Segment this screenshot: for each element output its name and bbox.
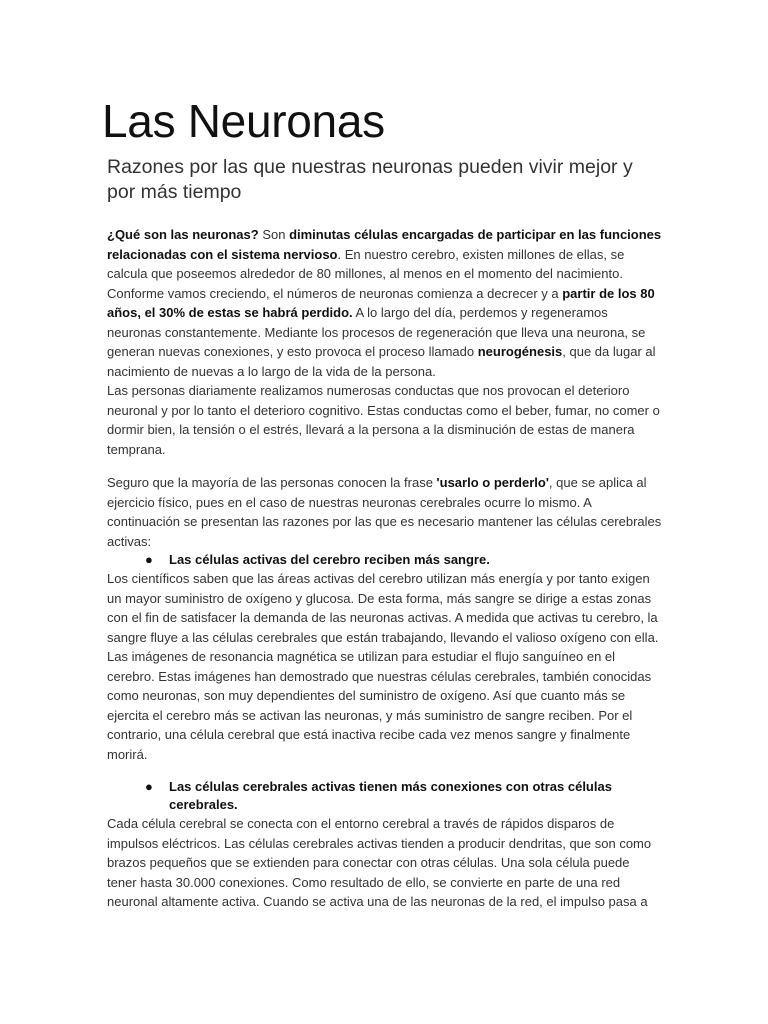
question-heading: ¿Qué son las neuronas? [107, 227, 259, 242]
text-run: Son [258, 227, 290, 242]
bold-term-neurogenesis: neurogénesis [477, 344, 563, 359]
paragraph-use-it-or-lose-it [107, 473, 662, 551]
text-run: Seguro que la mayoría de las personas conocen la frase [107, 475, 437, 490]
bullet-dot-icon: ● [145, 779, 153, 794]
document-title: Las Neuronas [102, 95, 385, 147]
text-run: , que da lugar al nacimiento de nuevas a lo largo de la vida de la persona. [107, 344, 656, 379]
document-subtitle: Razones por las que nuestras neuronas pueden vivir mejor y por más tiempo [107, 156, 633, 203]
bullet-text: Las células cerebrales activas tienen más conexiones con otras células cerebrales. [169, 779, 612, 812]
bullet-item-connections [107, 778, 662, 814]
spacer [107, 459, 662, 473]
bullet-dot-icon: ● [145, 552, 153, 567]
bold-phrase: 'usarlo o perderlo' [436, 475, 549, 490]
spacer [107, 764, 662, 778]
text-run: A lo largo del día, perdemos y regeneramos neuronas constantemente. Mediante los procesos de regeneración que lleva una neurona, se generan nuevas conexiones, y esto provoca el proceso llamado [107, 305, 646, 359]
text-run: . En nuestro cerebro, existen millones de ellas, se calcula que poseemos alrededor de 80 millones, al menos en el momento del nacimiento. Conforme vamos creciendo, el números de neuronas comienza a decrecer y a [107, 246, 625, 301]
paragraph-blood-supply: Los científicos saben que las áreas activas del cerebro utilizan más energía y por tanto exigen un mayor suministro de oxígeno y glucosa. De esta forma, más sangre se dirige a estas zonas con el fin de satisfacer la demanda de las neuronas activas. A medida que activas tu cerebro, la sangre fluye a las células cerebrales que están trabajando, llevando el valioso oxígeno con ella. Las imágenes de resonancia magnética se utilizan para estudiar el flujo sanguíneo en el cerebro. Estas imágenes han demostrado que nuestras células cerebrales, también conocidas como neuronas, son muy dependientes del suministro de oxígeno. Así que cuanto más se ejercita el cerebro más se activan las neuronas, y más suministro de sangre reciben. Por el contrario, una célula cerebral que está inactiva recibe cada vez menos sangre y finalmente morirá. [107, 571, 659, 762]
text-run: , que se aplica al ejercicio físico, pues en el caso de nuestras neuronas cerebrales ocurre lo mismo. A continuación se presentan las razones por las que es necesario mantener las células cerebrales activas: [107, 475, 662, 549]
bold-statistic: partir de los 80 años, el 30% de estas se habrá perdido. [107, 285, 655, 320]
bullet-text: Las células activas del cerebro reciben más sangre. [169, 552, 490, 567]
bullet-item-blood [107, 551, 662, 569]
paragraph-deterioration: Las personas diariamente realizamos numerosas conductas que nos provocan el deterioro neuronal y por lo tanto el deterioro cognitivo. Estas conductas como el beber, fumar, no comer o dormir bien, la tensión o el estrés, llevará a la persona a la disminución de estas de manera temprana. [107, 383, 660, 457]
bold-definition: diminutas células encargadas de participar en las funciones relacionadas con el sistema nervioso [107, 227, 662, 262]
paragraph-connections: Cada célula cerebral se conecta con el entorno cerebral a través de rápidos disparos de impulsos eléctricos. Las células cerebrales activas tienden a producir dendritas, que son como brazos pequeños que se extienden para conectar con otras células. Una sola célula puede tener hasta 30.000 conexiones. Como resultado de ello, se convierte en parte de una red neuronal altamente activa. Cuando se activa una de las neuronas de la red, el impulso pasa a [107, 816, 652, 909]
paragraph-what-are-neurons [107, 225, 662, 381]
document-body [107, 225, 662, 912]
